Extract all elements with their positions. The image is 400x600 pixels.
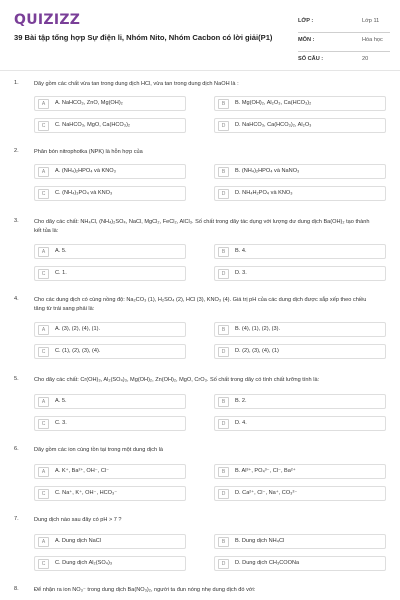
question-text: Để nhận ra ion NO₃⁻ trong dung dịch Ba(NO₃)₂, người ta đun nóng nhẹ dung dịch đó với: — [34, 587, 256, 593]
option-c[interactable] — [34, 266, 186, 281]
page-title: 39 Bài tập tổng hợp Sự điện li, Nhóm Nito, Nhóm Cacbon có lời giải(P1) — [14, 33, 273, 42]
option-letter: B — [218, 167, 229, 177]
option-a[interactable] — [34, 96, 186, 111]
question-number: 6. — [14, 446, 19, 452]
option-letter: C — [38, 559, 49, 569]
question-5 — [14, 376, 386, 432]
meta-row-subject — [298, 33, 390, 52]
option-d[interactable] — [214, 118, 386, 133]
option-text: B. 4. — [235, 248, 247, 254]
option-letter: B — [218, 397, 229, 407]
option-letter: D — [218, 189, 229, 199]
question-number: 3. — [14, 218, 19, 224]
question-number: 2. — [14, 148, 19, 154]
option-letter: C — [38, 419, 49, 429]
option-text: C. 3. — [55, 420, 67, 426]
option-text: A. (NH₄)₂HPO₄ và KNO₃ — [55, 168, 116, 174]
question-4 — [14, 296, 386, 362]
option-b[interactable] — [214, 164, 386, 179]
question-number: 8. — [14, 586, 19, 592]
option-c[interactable] — [34, 556, 186, 571]
option-d[interactable] — [214, 416, 386, 431]
option-a[interactable] — [34, 534, 186, 549]
option-text: D. (2), (3), (4), (1) — [235, 348, 279, 354]
option-c[interactable] — [34, 344, 186, 359]
option-text: D. Dung dịch CH₃COONa — [235, 560, 300, 566]
question-text: Phân bón nitrophotka (NPK) là hỗn hợp của — [34, 149, 143, 155]
option-text: D. NaHCO₃, Ca(HCO₃)₂, Al₂O₃ — [235, 122, 312, 128]
option-text: A. Dung dịch NaCl — [55, 538, 102, 544]
option-letter: C — [38, 269, 49, 279]
option-c[interactable] — [34, 486, 186, 501]
option-d[interactable] — [214, 344, 386, 359]
option-text: B. (NH₄)₂HPO₄ và NaNO₃ — [235, 168, 300, 174]
option-b[interactable] — [214, 464, 386, 479]
option-a[interactable] — [34, 394, 186, 409]
meta-label: MÔN : — [298, 37, 315, 43]
question-text: Dãy gồm các chất vừa tan trong dung dịch HCl, vừa tan trong dung dịch NaOH là : — [34, 81, 239, 87]
option-letter: C — [38, 489, 49, 499]
option-letter: A — [38, 167, 49, 177]
option-letter: D — [218, 489, 229, 499]
option-letter: D — [218, 559, 229, 569]
option-text: C. (1), (2), (3), (4). — [55, 348, 101, 354]
option-text: C. (NH₄)₃PO₄ và KNO₃ — [55, 190, 113, 196]
option-text: D. Ca²⁺, Cl⁻, Na⁺, CO₃²⁻ — [235, 490, 298, 496]
option-letter: A — [38, 467, 49, 477]
option-a[interactable] — [34, 244, 186, 259]
question-text: Dung dịch nào sau đây có pH > 7 ? — [34, 517, 122, 523]
option-d[interactable] — [214, 556, 386, 571]
option-letter: B — [218, 537, 229, 547]
option-letter: A — [38, 325, 49, 335]
option-text: C. 1. — [55, 270, 67, 276]
meta-label: SỐ CÂU : — [298, 56, 324, 62]
option-a[interactable] — [34, 322, 186, 337]
question-2 — [14, 148, 386, 204]
question-1 — [14, 80, 386, 136]
option-b[interactable] — [214, 322, 386, 337]
option-text: B. (4), (1), (2), (3). — [235, 326, 281, 332]
option-c[interactable] — [34, 118, 186, 133]
option-text: B. Al³⁺, PO₄³⁻, Cl⁻, Ba²⁺ — [235, 468, 296, 474]
option-letter: A — [38, 99, 49, 109]
option-text: B. Mg(OH)₂, Al₂O₃, Ca(HCO₃)₂ — [235, 100, 312, 106]
option-b[interactable] — [214, 534, 386, 549]
option-text: A. 5. — [55, 398, 67, 404]
question-number: 4. — [14, 296, 19, 302]
question-3 — [14, 218, 386, 284]
option-text: A. NaHCO₃, ZnO, Mg(OH)₂ — [55, 100, 123, 106]
option-a[interactable] — [34, 464, 186, 479]
option-b[interactable] — [214, 394, 386, 409]
option-letter: D — [218, 419, 229, 429]
meta-row-class — [298, 14, 390, 33]
question-8 — [14, 586, 386, 598]
meta-value: Lớp 11 — [362, 18, 380, 24]
option-text: D. 4. — [235, 420, 247, 426]
meta-value: Hóa học — [362, 37, 383, 43]
header — [0, 0, 400, 72]
option-letter: A — [38, 537, 49, 547]
option-b[interactable] — [214, 244, 386, 259]
option-letter: C — [38, 121, 49, 131]
question-6 — [14, 446, 386, 502]
question-7 — [14, 516, 386, 572]
option-letter: A — [38, 397, 49, 407]
question-number: 1. — [14, 80, 19, 86]
option-letter: C — [38, 189, 49, 199]
option-letter: D — [218, 121, 229, 131]
option-letter: A — [38, 247, 49, 257]
option-d[interactable] — [214, 186, 386, 201]
option-text: C. NaHCO₃, MgO, Ca(HCO₃)₂ — [55, 122, 131, 128]
option-letter: C — [38, 347, 49, 357]
option-a[interactable] — [34, 164, 186, 179]
header-divider — [0, 70, 400, 71]
option-text: C. Na⁺, K⁺, OH⁻, HCO₃⁻ — [55, 490, 118, 496]
option-text: C. Dung dịch Al₂(SO₄)₃ — [55, 560, 113, 566]
meta-row-count — [298, 52, 390, 71]
option-letter: D — [218, 347, 229, 357]
question-number: 5. — [14, 376, 19, 382]
option-letter: B — [218, 325, 229, 335]
quizizz-logo: QUIZIZZ — [14, 12, 81, 28]
option-text: A. (3), (2), (4), (1). — [55, 326, 101, 332]
option-text: A. 5. — [55, 248, 67, 254]
option-b[interactable] — [214, 96, 386, 111]
option-letter: B — [218, 467, 229, 477]
option-text: D. 3. — [235, 270, 247, 276]
option-letter: B — [218, 99, 229, 109]
option-d[interactable] — [214, 486, 386, 501]
question-number: 7. — [14, 516, 19, 522]
meta-value: 20 — [362, 56, 369, 62]
question-text: Dãy gồm các ion cùng tồn tại trong một dung dịch là — [34, 447, 164, 453]
option-d[interactable] — [214, 266, 386, 281]
option-c[interactable] — [34, 186, 186, 201]
question-text: Cho các dung dịch có cùng nồng độ: Na₂CO₃ (1), H₂SO₄ (2), HCl (3), KNO₃ (4). Giá trị pH của các dung dịch được sắp xếp theo chiều tăng từ trái sang phải là: — [34, 297, 367, 312]
question-text: Cho dãy các chất: Cr(OH)₃, Al₂(SO₄)₃, Mg(OH)₂, Zn(OH)₂, MgO, CrO₃. Số chất trong dãy có tính chất lưỡng tính là: — [34, 377, 320, 383]
option-text: B. Dung dịch NH₄Cl — [235, 538, 285, 544]
option-c[interactable] — [34, 416, 186, 431]
option-text: D. NH₄H₂PO₄ và KNO₃ — [235, 190, 293, 196]
option-text: A. K⁺, Ba²⁺, OH⁻, Cl⁻ — [55, 468, 110, 474]
question-text: Cho dãy các chất: NH₄Cl, (NH₄)₂SO₄, NaCl, MgCl₂, FeCl₂, AlCl₃. Số chất trong dãy tác dụng với lượng dư dung dịch Ba(OH)₂ tạo thành kết tủa là: — [34, 219, 370, 234]
option-text: B. 2. — [235, 398, 247, 404]
option-letter: D — [218, 269, 229, 279]
meta-label: LỚP : — [298, 18, 314, 24]
option-letter: B — [218, 247, 229, 257]
meta-box — [298, 14, 390, 71]
